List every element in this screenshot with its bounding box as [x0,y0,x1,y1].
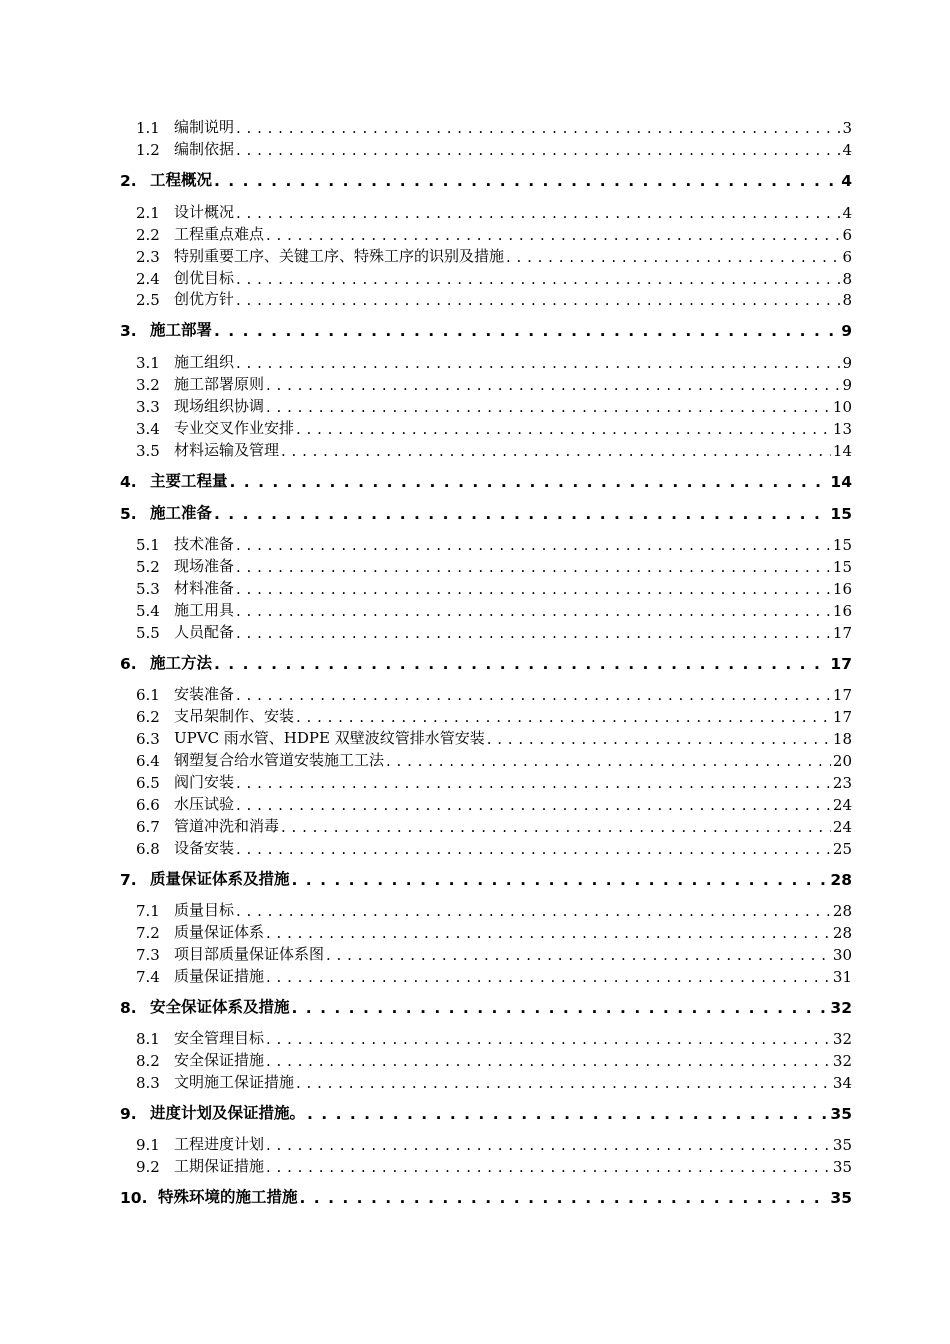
toc-entry[interactable] [136,922,852,942]
toc-number: 5.5 [136,624,160,642]
dot-leader [214,655,828,673]
toc-number: 6.8 [136,840,160,858]
toc-page-number: 9 [841,322,852,340]
toc-number: 5. [120,505,137,523]
toc-entry[interactable] [136,440,852,460]
toc-title: 安全保证措施 [174,1051,265,1069]
toc-page-number: 8 [842,291,852,309]
toc-page-number: 10 [832,398,852,416]
toc-title: 编制依据 [174,140,235,158]
toc-number: 9. [120,1105,137,1123]
toc-title: 设计概况 [174,203,235,221]
dot-leader [506,248,840,266]
toc-page-number: 9 [842,376,852,394]
toc-number: 2. [120,172,137,190]
toc-number: 7.1 [136,902,160,920]
dot-leader [292,999,829,1017]
toc-entry[interactable] [136,1028,852,1048]
dot-leader [236,119,840,137]
toc-chapter-entry[interactable] [120,503,852,523]
dot-leader [296,420,831,438]
toc-title: 支吊架制作、安装 [174,707,295,725]
toc-entry[interactable] [136,816,852,836]
toc-chapter-entry[interactable] [120,170,852,190]
dot-leader [236,840,831,858]
dot-leader [281,818,831,836]
toc-page-number: 28 [832,902,852,920]
toc-number: 6.3 [136,730,160,748]
toc-page-number: 8 [842,270,852,288]
toc-page-number: 4 [841,172,852,190]
toc-number: 5.2 [136,558,160,576]
dot-leader [236,141,840,159]
toc-entry[interactable] [136,578,852,598]
toc-chapter-entry[interactable] [120,471,852,491]
toc-title: 施工部署原则 [174,375,265,393]
toc-number: 4. [120,473,137,491]
toc-page-number: 13 [832,420,852,438]
toc-number: 3.2 [136,376,160,394]
toc-chapter-entry[interactable] [120,320,852,340]
toc-title: 技术准备 [174,535,235,553]
toc-number: 5.1 [136,536,160,554]
toc-page-number: 6 [842,248,852,266]
toc-page-number: 16 [832,602,852,620]
toc-page-number: 14 [830,473,852,491]
toc-entry[interactable] [136,1050,852,1070]
toc-entry[interactable] [136,352,852,372]
dot-leader [236,796,831,814]
dot-leader [236,354,840,372]
toc-entry[interactable] [136,418,852,438]
toc-number: 2.4 [136,270,160,288]
toc-page-number: 17 [832,708,852,726]
toc-title: 进度计划及保证措施。 [150,1104,306,1122]
toc-page-number: 20 [832,752,852,770]
toc-number: 8.3 [136,1074,160,1092]
toc-page-number: 16 [832,580,852,598]
toc-page-number: 32 [832,1030,852,1048]
dot-leader [307,1105,828,1123]
dot-leader [266,398,831,416]
dot-leader [214,172,839,190]
toc-number: 6.6 [136,796,160,814]
toc-entry[interactable] [136,534,852,554]
toc-number: 7.4 [136,968,160,986]
toc-number: 9.2 [136,1158,160,1176]
toc-title: 工程进度计划 [174,1135,265,1153]
toc-number: 3.4 [136,420,160,438]
toc-title: 工期保证措施 [174,1157,265,1175]
toc-number: 2.5 [136,291,160,309]
dot-leader [236,536,831,554]
toc-number: 6.7 [136,818,160,836]
toc-page-number: 9 [842,354,852,372]
toc-title: 管道冲洗和消毒 [174,817,280,835]
dot-leader [236,602,831,620]
toc-page-number: 14 [832,442,852,460]
toc-title: 安装准备 [174,685,235,703]
toc-entry[interactable] [136,139,852,159]
dot-leader [386,752,831,770]
toc-chapter-entry[interactable] [120,653,852,673]
toc-number: 3.1 [136,354,160,372]
toc-entry[interactable] [136,728,852,748]
toc-entry[interactable] [136,268,852,288]
toc-number: 1.1 [136,119,160,137]
toc-entry[interactable] [136,944,852,964]
toc-title: 现场准备 [174,557,235,575]
dot-leader [236,580,831,598]
toc-number: 5.3 [136,580,160,598]
toc-title: 项目部质量保证体系图 [174,945,325,963]
toc-entry[interactable] [136,684,852,704]
toc-entry[interactable] [136,246,852,266]
toc-chapter-entry[interactable] [120,1103,852,1123]
dot-leader [326,946,831,964]
dot-leader [266,376,840,394]
dot-leader [236,291,840,309]
toc-title: UPVC 雨水管、HDPE 双壁波纹管排水管安装 [174,729,485,747]
toc-entry[interactable] [136,750,852,770]
toc-page-number: 4 [842,204,852,222]
toc-title: 编制说明 [174,118,235,136]
toc-page-number: 28 [830,871,852,889]
dot-leader [266,1030,831,1048]
toc-page-number: 25 [832,840,852,858]
toc-entry[interactable] [136,622,852,642]
toc-page-number: 17 [830,655,852,673]
dot-leader [487,730,831,748]
toc-page-number: 28 [832,924,852,942]
toc-title: 施工组织 [174,353,235,371]
toc-entry[interactable] [136,838,852,858]
toc-title: 现场组织协调 [174,397,265,415]
toc-entry[interactable] [136,966,852,986]
toc-number: 7.3 [136,946,160,964]
toc-page-number: 15 [830,505,852,523]
toc-number: 3. [120,322,137,340]
toc-number: 6. [120,655,137,673]
toc-number: 1.2 [136,141,160,159]
toc-entry[interactable] [136,202,852,222]
toc-title: 特殊环境的施工措施 [158,1188,298,1206]
toc-title: 质量保证措施 [174,967,265,985]
toc-page-number: 17 [832,624,852,642]
toc-entry[interactable] [136,556,852,576]
toc-number: 8.2 [136,1052,160,1070]
dot-leader [236,624,831,642]
toc-title: 主要工程量 [150,472,228,490]
dot-leader [292,871,829,889]
toc-title: 钢塑复合给水管道安装施工工法 [174,751,385,769]
toc-page-number: 31 [832,968,852,986]
toc-page-number: 24 [832,796,852,814]
toc-entry[interactable] [136,289,852,309]
toc-entry[interactable] [136,1156,852,1176]
toc-entry[interactable] [136,374,852,394]
toc-title: 质量保证体系及措施 [150,870,290,888]
toc-entry[interactable] [136,396,852,416]
toc-number: 8. [120,999,137,1017]
toc-chapter-entry[interactable] [120,869,852,889]
toc-title: 水压试验 [174,795,235,813]
toc-number: 2.3 [136,248,160,266]
toc-title: 安全保证体系及措施 [150,998,290,1016]
dot-leader [300,1189,829,1207]
dot-leader [236,686,831,704]
toc-page-number: 24 [832,818,852,836]
toc-number: 9.1 [136,1136,160,1154]
dot-leader [230,473,829,491]
toc-number: 8.1 [136,1030,160,1048]
dot-leader [296,1074,831,1092]
dot-leader [266,1136,831,1154]
toc-entry[interactable] [136,600,852,620]
dot-leader [296,708,831,726]
toc-page-number: 32 [830,999,852,1017]
toc-entry[interactable] [136,117,852,137]
toc-title: 特别重要工序、关键工序、特殊工序的识别及措施 [174,247,505,265]
toc-page-number: 6 [842,226,852,244]
toc-page-number: 35 [830,1105,852,1123]
toc-page-number: 3 [842,119,852,137]
toc-page-number: 34 [832,1074,852,1092]
toc-number: 2.2 [136,226,160,244]
toc-page-number: 35 [832,1136,852,1154]
dot-leader [236,204,840,222]
toc-number: 3.5 [136,442,160,460]
toc-page-number: 23 [832,774,852,792]
toc-page-number: 32 [832,1052,852,1070]
dot-leader [266,1158,831,1176]
toc-page-number: 18 [832,730,852,748]
toc-entry[interactable] [136,1134,852,1154]
toc-entry[interactable] [136,772,852,792]
toc-page-number: 17 [832,686,852,704]
toc-title: 材料准备 [174,579,235,597]
toc-title: 专业交叉作业安排 [174,419,295,437]
toc-number: 7. [120,871,137,889]
toc-page-number: 35 [830,1189,852,1207]
toc-page-number: 15 [832,536,852,554]
dot-leader [214,505,828,523]
toc-number: 10. [120,1189,148,1207]
toc-number: 5.4 [136,602,160,620]
toc-number: 6.5 [136,774,160,792]
toc-entry[interactable] [136,900,852,920]
toc-title: 阀门安装 [174,773,235,791]
toc-title: 施工方法 [150,654,213,672]
toc-number: 7.2 [136,924,160,942]
toc-title: 质量保证体系 [174,923,265,941]
toc-number: 6.4 [136,752,160,770]
toc-title: 创优方针 [174,290,235,308]
dot-leader [236,774,831,792]
dot-leader [214,322,839,340]
toc-entry[interactable] [136,224,852,244]
toc-title: 质量目标 [174,901,235,919]
toc-title: 施工部署 [150,321,213,339]
toc-title: 人员配备 [174,623,235,641]
toc-page-number: 15 [832,558,852,576]
dot-leader [236,558,831,576]
dot-leader [266,1052,831,1070]
dot-leader [266,924,831,942]
toc-entry[interactable] [136,706,852,726]
dot-leader [266,226,840,244]
toc-number: 3.3 [136,398,160,416]
toc-entry[interactable] [136,794,852,814]
toc-chapter-entry[interactable] [120,997,852,1017]
toc-title: 施工准备 [150,504,213,522]
toc-title: 安全管理目标 [174,1029,265,1047]
toc-page-number: 30 [832,946,852,964]
toc-chapter-entry[interactable] [120,1187,852,1207]
toc-title: 设备安装 [174,839,235,857]
toc-number: 6.2 [136,708,160,726]
dot-leader [236,270,840,288]
dot-leader [236,902,831,920]
toc-title: 工程概况 [150,171,213,189]
dot-leader [281,442,831,460]
toc-number: 2.1 [136,204,160,222]
dot-leader [266,968,831,986]
toc-number: 6.1 [136,686,160,704]
toc-title: 材料运输及管理 [174,441,280,459]
toc-title: 创优目标 [174,269,235,287]
toc-page-number: 4 [842,141,852,159]
toc-entry[interactable] [136,1072,852,1092]
toc-title: 文明施工保证措施 [174,1073,295,1091]
toc-title: 施工用具 [174,601,235,619]
toc-title: 工程重点难点 [174,225,265,243]
toc-page-number: 35 [832,1158,852,1176]
